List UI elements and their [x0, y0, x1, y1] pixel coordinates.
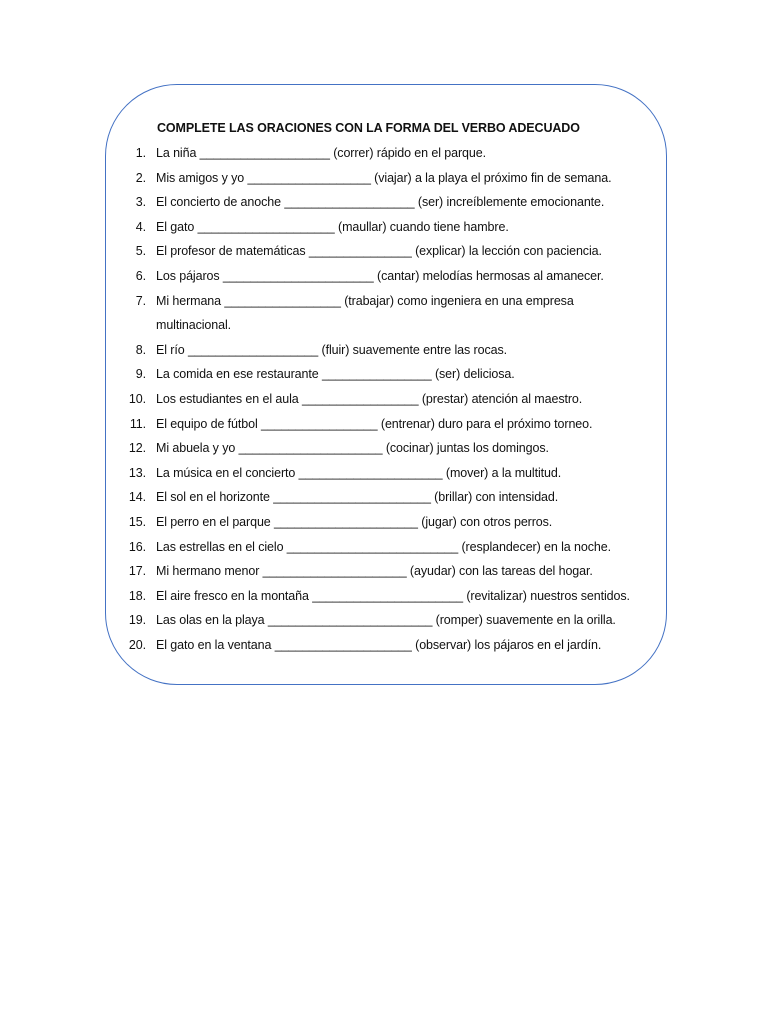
- list-item: [118, 559, 663, 584]
- item-number: 20.: [128, 637, 146, 652]
- item-number: 2.: [135, 170, 146, 185]
- exercise-list: [118, 141, 663, 657]
- list-item: [118, 190, 663, 215]
- list-item: [118, 412, 663, 437]
- list-item: [118, 608, 663, 633]
- item-number: 13.: [128, 465, 146, 480]
- item-text-continuation: multinacional.: [156, 318, 232, 333]
- item-number: 10.: [128, 391, 146, 406]
- item-number: 3.: [135, 195, 146, 210]
- list-item: [118, 485, 663, 510]
- item-text: Los estudiantes en el aula _________________ (prestar) atención al maestro.: [156, 391, 583, 406]
- item-number: 1.: [135, 146, 146, 160]
- item-number: 16.: [128, 539, 146, 554]
- list-item: [118, 289, 663, 338]
- item-text: Mi hermano menor _____________________ (ayudar) con las tareas del hogar.: [156, 564, 593, 579]
- item-text: Mis amigos y yo __________________ (viajar) a la playa el próximo fin de semana.: [156, 170, 612, 185]
- list-item: [118, 239, 663, 264]
- item-number: 12.: [128, 441, 146, 456]
- item-number: 9.: [135, 367, 146, 382]
- item-text: El río ___________________ (fluir) suavemente entre las rocas.: [156, 342, 507, 357]
- item-text: Las estrellas en el cielo _________________________ (resplandecer) en la noche.: [156, 539, 611, 554]
- list-item: [118, 633, 663, 658]
- item-text: El sol en el horizonte _______________________ (brillar) con intensidad.: [156, 490, 559, 505]
- item-text: [156, 289, 663, 338]
- list-item: [118, 362, 663, 387]
- item-number: 17.: [128, 564, 146, 579]
- item-text: El gato ____________________ (maullar) cuando tiene hambre.: [156, 219, 509, 234]
- list-item: [118, 215, 663, 240]
- item-number: 4.: [135, 219, 146, 234]
- item-number: 6.: [135, 268, 146, 283]
- item-number: 11.: [129, 416, 146, 431]
- list-item: [118, 436, 663, 461]
- item-text: El aire fresco en la montaña ______________________ (revitalizar) nuestros sentidos.: [156, 588, 630, 603]
- item-number: 5.: [135, 244, 146, 259]
- item-text: La música en el concierto _____________________ (mover) a la multitud.: [156, 465, 562, 480]
- item-text: La comida en ese restaurante ________________ (ser) deliciosa.: [156, 367, 515, 382]
- list-item: [118, 535, 663, 560]
- list-item: [118, 510, 663, 535]
- item-number: 8.: [135, 342, 146, 357]
- item-number: 15.: [128, 514, 146, 529]
- item-text: Las olas en la playa ________________________ (romper) suavemente en la orilla.: [156, 613, 616, 628]
- list-item: [118, 166, 663, 191]
- list-item: [118, 584, 663, 609]
- item-text: El equipo de fútbol _________________ (entrenar) duro para el próximo torneo.: [156, 416, 593, 431]
- list-item: [118, 141, 663, 166]
- item-text: El perro en el parque _____________________ (jugar) con otros perros.: [156, 514, 553, 529]
- list-item: [118, 461, 663, 486]
- item-text-line: Mi hermana _________________ (trabajar) como ingeniera en una empresa: [156, 293, 574, 308]
- item-number: 19.: [128, 613, 146, 628]
- item-text: Los pájaros ______________________ (cantar) melodías hermosas al amanecer.: [156, 268, 604, 283]
- worksheet-title: COMPLETE LAS ORACIONES CON LA FORMA DEL VERBO ADECUADO: [157, 121, 580, 135]
- item-text: La niña ___________________ (correr) rápido en el parque.: [156, 146, 486, 160]
- item-number: 7.: [135, 293, 146, 308]
- item-number: 14.: [128, 490, 146, 505]
- list-item: [118, 338, 663, 363]
- item-text: Mi abuela y yo _____________________ (cocinar) juntas los domingos.: [156, 441, 549, 456]
- item-text: El gato en la ventana ____________________ (observar) los pájaros en el jardín.: [156, 637, 602, 652]
- list-item: [118, 264, 663, 289]
- list-item: [118, 387, 663, 412]
- item-number: 18.: [128, 588, 146, 603]
- item-text: El profesor de matemáticas _______________ (explicar) la lección con paciencia.: [156, 244, 602, 259]
- item-text: El concierto de anoche ___________________ (ser) increíblemente emocionante.: [156, 195, 605, 210]
